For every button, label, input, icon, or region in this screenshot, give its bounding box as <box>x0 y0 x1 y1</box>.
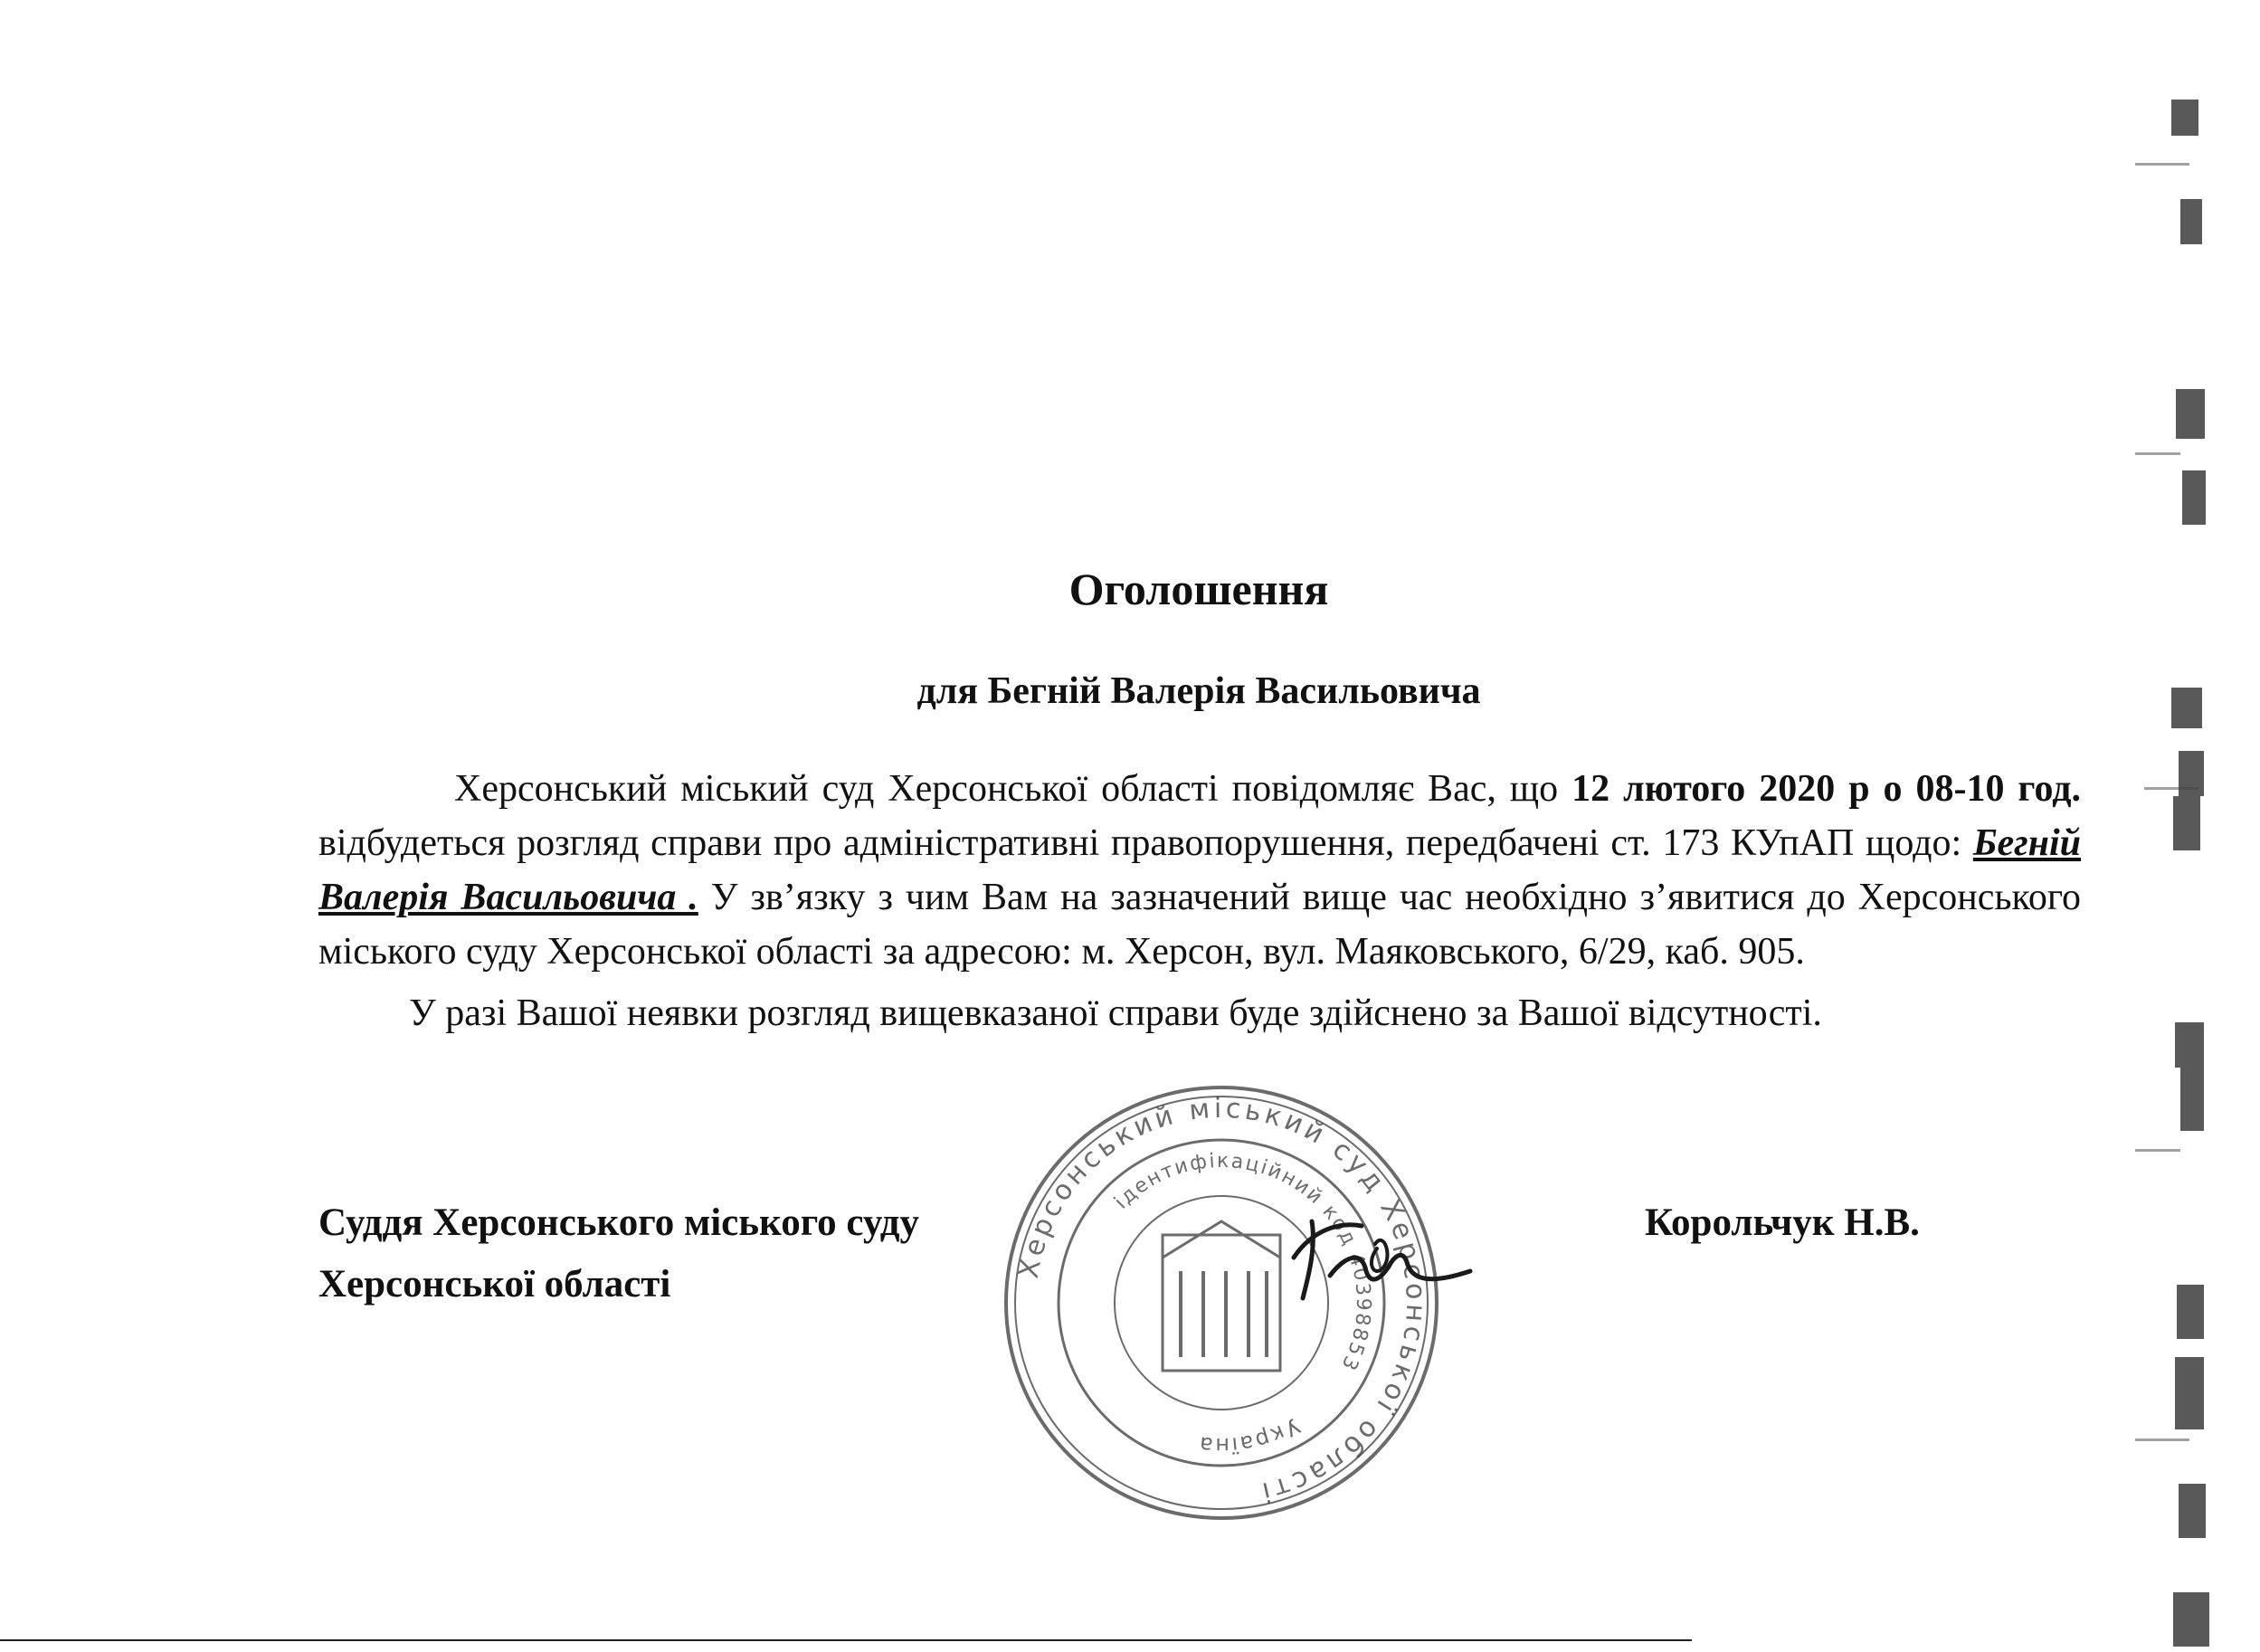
hearing-datetime: 12 лютого 2020 р о 08-10 год. <box>1572 768 2081 810</box>
judge-position <box>318 1192 919 1315</box>
notice-middle: відбудеться розгляд справи про адміністративні правопорушення, передбачені ст. 173 КУпАП щодо: <box>318 822 1973 864</box>
judge-position-line2: Херсонської області <box>318 1263 671 1305</box>
stamp-outer-text: Херсонський міський суд Херсонської області <box>1012 1092 1432 1509</box>
document-title: Оголошення <box>1068 564 1329 614</box>
document-subtitle: для Бегній Валерія Васильовича <box>916 670 1481 712</box>
person-name: Бегній Валерія Васильовича . <box>318 822 2081 918</box>
bottom-scan-line <box>0 1639 1692 1641</box>
notice-intro: Херсонський міський суд Херсонської області повідомляє Вас, що <box>454 768 1572 810</box>
scan-edge-noise <box>2135 0 2260 1652</box>
notice-ending: У зв’язку з чим Вам на зазначений вище час необхідно з’явитися до Херсонського міського суду Херсонської області за адресою: м. Херсон, вул. Маяковського, 6/29, каб. 905. <box>318 877 2081 973</box>
paragraph-notice <box>318 762 2081 979</box>
judge-position-line1: Суддя Херсонського міського суду <box>318 1201 919 1244</box>
body-text <box>318 762 2081 1042</box>
stamp-inner-top: Україна <box>1196 1412 1305 1459</box>
handwritten-signature <box>1276 1194 1484 1312</box>
paragraph-absence: У разі Вашої неявки розгляд вищевказаної справи буде здійснено за Вашої відсутності. <box>409 992 1822 1034</box>
stamp-inner-code: ідентифікаційний код 40398853 <box>1110 1149 1375 1375</box>
judge-name: Корольчук Н.В. <box>1645 1201 1920 1244</box>
